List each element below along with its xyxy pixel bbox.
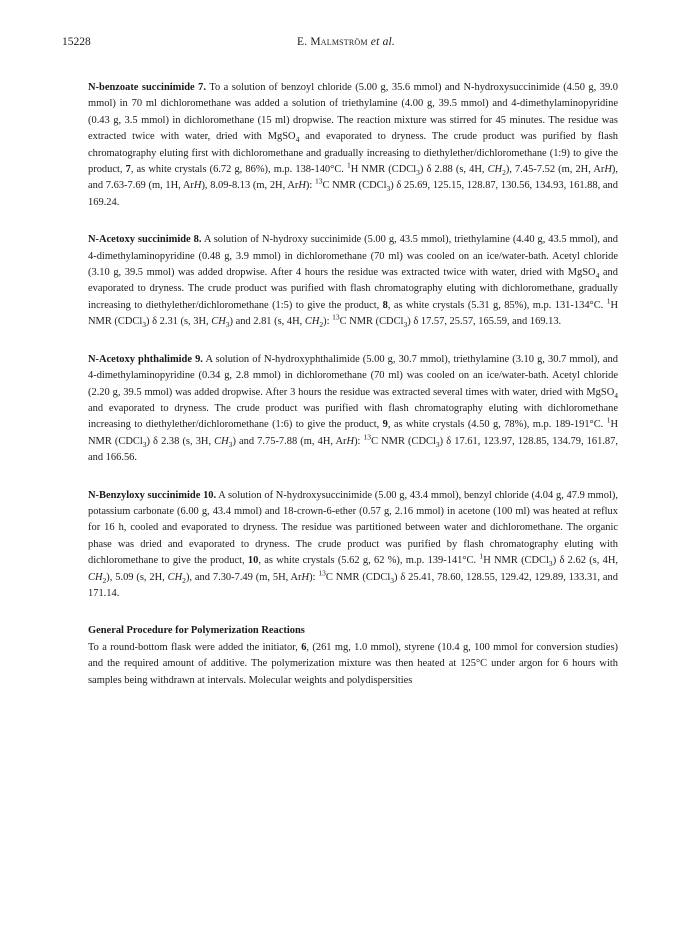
text-run: ) δ 17.61, 123.97, 128.85, 134.79, 161.87, and 166.56. bbox=[88, 435, 618, 464]
text-run: and evaporated to dryness. The crude product was purified with flash chromatography eluting with dichloromethane, gradually increasing to diethylether/dichloromethane (1:5) to give the product, bbox=[88, 267, 618, 311]
subscript: 3 bbox=[225, 320, 230, 330]
text-run: ) δ 2.38 (s, 3H, bbox=[146, 435, 215, 447]
italic-text: H bbox=[346, 435, 355, 447]
compound-number: 9 bbox=[382, 419, 388, 431]
italic-text: H bbox=[301, 571, 310, 583]
page-header bbox=[62, 36, 630, 56]
text-run: H NMR (CDCl bbox=[483, 555, 549, 567]
subscript: 2 bbox=[102, 575, 107, 585]
italic-text: H bbox=[193, 180, 202, 192]
text-run: ), and 7.30-7.49 (m, 5H, Ar bbox=[185, 571, 302, 583]
text-run: and evaporated to dryness. The crude product was purified with flash chromatography eluting with dichloromethane increasing to diethylether/dichloromethane (1:6) to give the product, bbox=[88, 402, 618, 431]
subscript: 3 bbox=[142, 320, 146, 330]
text-run: H NMR (CDCl bbox=[88, 419, 618, 447]
superscript: 1 bbox=[606, 296, 611, 306]
subscript: 3 bbox=[416, 168, 420, 178]
superscript: 13 bbox=[318, 568, 326, 578]
text-run: , as white crystals (5.62 g, 62 %), m.p. 139-141°C. bbox=[258, 555, 480, 567]
general-procedure-paragraph bbox=[88, 640, 618, 689]
text-run: A solution of N-hydroxyphthalimide (5.00 g, 30.7 mmol), triethylamine (3.10 g, 30.7 mmol), and 4-dimethylaminopyridine (0.34 g, 2.8 mmol) in dichloromethane (70 ml) was cooled on an ice/water-bath. Acetyl chloride (2.20 g, 39.5 mmol) was added dropwise. After 3 hours the residue was extracted several times with water, dried with MgSO bbox=[88, 353, 618, 398]
subscript: 4 bbox=[614, 390, 618, 400]
italic-text: CH bbox=[214, 435, 229, 447]
subscript: 2 bbox=[319, 320, 324, 330]
subscript: 2 bbox=[502, 168, 506, 178]
text-run: ) δ 25.69, 125.15, 128.87, 130.56, 134.93, 161.88, and 169.24. bbox=[88, 180, 618, 208]
compound-10-paragraph bbox=[88, 488, 618, 603]
text-run: H NMR (CDCl bbox=[88, 299, 618, 328]
superscript: 1 bbox=[606, 415, 611, 425]
subscript: 3 bbox=[386, 184, 391, 194]
text-run: ): bbox=[309, 571, 319, 583]
italic-text: CH bbox=[88, 571, 103, 583]
running-head-initial: E. bbox=[296, 36, 311, 48]
running-head-et-al: et al. bbox=[367, 36, 396, 48]
text-run: ): bbox=[323, 316, 333, 328]
subscript: 4 bbox=[295, 135, 300, 145]
text-run: , as white crystals (6.72 g, 86%), m.p. 138-140°C. bbox=[130, 164, 347, 176]
compound-7-title: N-benzoate succinimide 7. bbox=[88, 82, 207, 93]
article-body bbox=[88, 80, 618, 689]
text-run: ): bbox=[305, 180, 315, 192]
compound-10-title: N-Benzyloxy succinimide 10. bbox=[88, 489, 217, 501]
running-head-author: Malmström bbox=[310, 36, 368, 48]
text-run: ), 5.09 (s, 2H, bbox=[106, 571, 168, 583]
text-run: A solution of N-hydroxy succinimide (5.00 g, 43.5 mmol), triethylamine (4.40 g, 43.5 mmol), and 4-dimethylaminopyridine (0.48 g, 3.9 mmol) in dichloromethane (70 ml) was cooled on an ice/water-bath. Acetyl chloride (3.10 g, 39.5 mmol) was added dropwise. After 4 hours the residue was extracted twice with water, dried with MgSO bbox=[88, 234, 618, 279]
text-run: ), and 7.63-7.69 (m, 1H, Ar bbox=[88, 164, 618, 192]
text-run: C NMR (CDCl bbox=[325, 571, 391, 583]
text-run: C NMR (CDCl bbox=[339, 316, 404, 328]
text-run: ) δ 2.31 (s, 3H, bbox=[146, 316, 212, 328]
compound-number: 6 bbox=[301, 641, 307, 653]
text-run: To a round-bottom flask were added the initiator, bbox=[88, 641, 302, 653]
text-run: ) δ 2.88 (s, 4H, bbox=[419, 164, 488, 176]
text-run: ) and 2.81 (s, 4H, bbox=[229, 316, 305, 328]
text-run: ) and 7.75-7.88 (m, 4H, Ar bbox=[232, 435, 347, 447]
compound-number: 8 bbox=[382, 299, 388, 311]
text-run: , as white crystals (4.50 g, 78%), m.p. 189-191°C. bbox=[387, 419, 607, 431]
text-run: To a solution of benzoyl chloride (5.00 g, 35.6 mmol) and N-hydroxysuccinimide (4.50 g, 39.0 mmol) in 70 ml dichloromethane was added a solution of triethylamine (4.00 g, 39.5 mmol) and 4-dimethylaminopyridine (0.43 g, 3.5 mmol) in dichloromethane (15 ml) dropwise. The reaction mixture was stirred for 45 minutes. The residue was extracted twice with water, dried with MgSO bbox=[88, 82, 619, 143]
compound-7-text bbox=[88, 82, 618, 208]
subscript: 3 bbox=[403, 320, 408, 330]
text-run: and evaporated to dryness. The crude product was purified by flash chromatography eluting first with dichloromethane and gradually increasing to diethylether/dichloromethane (1:9) to give the product, bbox=[88, 131, 618, 176]
italic-text: H bbox=[298, 180, 306, 192]
compound-9-text bbox=[88, 354, 618, 463]
text-run: ) δ 17.57, 25.57, 165.59, and 169.13. bbox=[407, 316, 562, 328]
text-run: C NMR (CDCl bbox=[322, 180, 387, 192]
general-procedure-text bbox=[88, 642, 618, 686]
subscript: 3 bbox=[548, 559, 553, 569]
text-run: A solution of N-hydroxysuccinimide (5.00 g, 43.4 mmol), benzyl chloride (4.04 g, 47.9 mmol), potassium carbonate (6.00 g, 43.4 mmol) and 18-crown-6-ether (0.57 g, 2.16 mmol) in acetone (100 ml) was heated at reflux for 16 h, cooled and evaporated to dryness. The residue was partitioned between water and dichloromethane. The organic phase was dried and evaporated to dryness. The crude product was purified by flash chromatography eluting with dichloromethane to give the product, bbox=[88, 489, 618, 567]
page-number: 15228 bbox=[62, 36, 91, 48]
italic-text: CH bbox=[211, 316, 226, 328]
italic-text: CH bbox=[304, 316, 320, 328]
compound-number: 7 bbox=[125, 164, 131, 176]
compound-7-paragraph bbox=[88, 80, 618, 211]
compound-9-title: N-Acetoxy phthalimide 9. bbox=[88, 353, 203, 365]
italic-text: H bbox=[604, 164, 612, 176]
section-heading: General Procedure for Polymerization Reactions bbox=[88, 625, 305, 637]
subscript: 4 bbox=[595, 271, 600, 281]
text-run: , (261 mg, 1.0 mmol), styrene (10.4 g, 100 mmol for conversion studies) and the required amount of additive. The polymerization mixture was then heated at 125°C under argon for 6 hours with samples being withdrawn at intervals. Molecular weights and polydispersities bbox=[88, 641, 618, 686]
compound-number: 10 bbox=[247, 555, 259, 567]
compound-8-title: N-Acetoxy succinimide 8. bbox=[88, 234, 202, 246]
text-run: C NMR (CDCl bbox=[371, 435, 436, 447]
text-run: ), 7.45-7.52 (m, 2H, Ar bbox=[505, 164, 605, 176]
compound-10-text bbox=[88, 490, 618, 599]
subscript: 3 bbox=[228, 439, 233, 449]
italic-text: CH bbox=[487, 164, 503, 176]
compound-8-text bbox=[88, 234, 618, 330]
running-head bbox=[62, 36, 630, 48]
superscript: 13 bbox=[332, 312, 340, 322]
subscript: 3 bbox=[390, 575, 394, 585]
superscript: 1 bbox=[479, 551, 484, 561]
superscript: 1 bbox=[347, 160, 351, 170]
compound-8-paragraph bbox=[88, 232, 618, 330]
superscript: 13 bbox=[314, 176, 323, 186]
text-run: H NMR (CDCl bbox=[350, 164, 417, 176]
subscript: 2 bbox=[182, 575, 186, 585]
subscript: 3 bbox=[142, 439, 147, 449]
compound-9-paragraph bbox=[88, 352, 618, 467]
subscript: 3 bbox=[435, 439, 440, 449]
text-run: ): bbox=[354, 435, 364, 447]
text-run: , as white crystals (5.31 g, 85%), m.p. 131-134°C. bbox=[387, 299, 607, 311]
text-run: ) δ 25.41, 78.60, 128.55, 129.42, 129.89, 133.31, and 171.14. bbox=[88, 571, 618, 599]
text-run: ) δ 2.62 (s, 4H, bbox=[552, 555, 618, 567]
superscript: 13 bbox=[363, 432, 372, 442]
text-run: ), 8.09-8.13 (m, 2H, Ar bbox=[201, 180, 299, 192]
italic-text: CH bbox=[167, 571, 183, 583]
